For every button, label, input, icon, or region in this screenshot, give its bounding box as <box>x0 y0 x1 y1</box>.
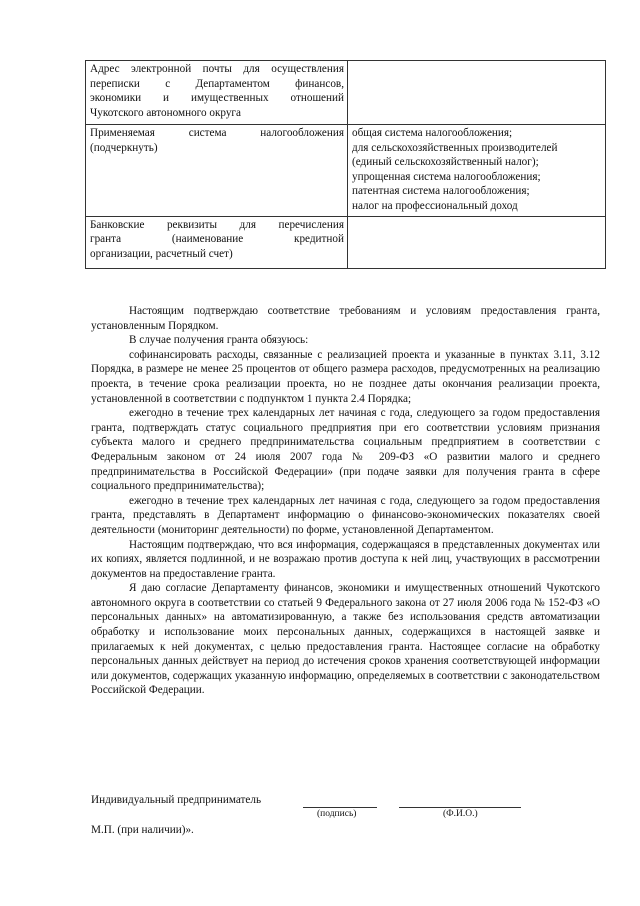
paragraph-authenticity: Настоящим подтверждаю, что вся информация, содержащаяся в представленных документах или их копиях, является подлинной, и не возражаю против доступа к ней лиц, участвующих в рассмотрении документов на предоставление гранта. <box>91 538 600 580</box>
bank-details-label-cell <box>86 216 348 268</box>
application-form-table <box>85 60 606 269</box>
bank-label-line-2: гранта (наименование кредитной <box>90 233 344 246</box>
email-label-line-4: Чукотского автономного округа <box>90 106 241 119</box>
tax-label-line-1: Применяемая система налогообложения <box>90 127 344 139</box>
tax-option-agricultural-note[interactable]: (единый сельскохозяйственный налог); <box>352 156 539 169</box>
table-row-email <box>86 61 606 125</box>
full-name-caption: (Ф.И.О.) <box>443 809 478 819</box>
email-value-cell[interactable] <box>348 61 606 125</box>
tax-label-line-2: (подчеркнуть) <box>90 141 158 154</box>
tax-system-options-cell <box>348 125 606 217</box>
table-row-bank-details <box>86 216 606 268</box>
stamp-note: М.П. (при наличии)». <box>91 824 194 836</box>
tax-option-general[interactable]: общая система налогообложения; <box>352 127 513 139</box>
paragraph-monitoring: ежегодно в течение трех календарных лет начиная с года, следующего за годом предоставления гранта, представлять в Департамент информацию о финансово-экономических показателях своей деятельности (мониторинг деятельности) по форме, установленной Департаментом. <box>91 494 600 536</box>
paragraph-obligations-intro: В случае получения гранта обязуюсь: <box>129 334 309 347</box>
paragraph-cofinancing: софинансировать расходы, связанные с реализацией проекта и указанные в пунктах 3.11, 3.12 Порядка, в размере не менее 25 процентов от общего размера расходов, предусмотренных на реализацию проекта, в течение срока реализации проекта, но не позднее даты окончания реализации проекта, установленной в соответствии с подпунктом 1 пункта 2.4 Порядка; <box>91 348 600 405</box>
tax-option-agricultural[interactable]: для сельскохозяйственных производителей <box>352 141 558 154</box>
email-label-line-3: экономики и имущественных отношений <box>90 92 344 105</box>
table-row-tax-system <box>86 125 606 217</box>
bank-label-line-3: организации, расчетный счет) <box>90 247 233 260</box>
declaration-text <box>91 304 600 698</box>
paragraph-social-status: ежегодно в течение трех календарных лет начиная с года, следующего за годом предоставления гранта, подтверждать статус социального предприятия при его соответствии условиям признания субъекта малого и среднего предпринимательства социальным предприятием в соответствии с Федеральным законом от 24 июля 2007 года № 209-ФЗ «О развитии малого и среднего предпринимательства в Российской Федерации» (при подаче заявки для получения гранта в сфере социального предпринимательства); <box>91 407 600 493</box>
email-label-line-1: Адрес электронной почты для осуществления <box>90 63 344 75</box>
tax-option-professional-income[interactable]: налог на профессиональный доход <box>352 199 518 212</box>
bank-label-line-1: Банковские реквизиты для перечисления <box>90 218 344 231</box>
tax-system-label-cell <box>86 125 348 217</box>
email-label-line-2: переписки с Департаментом финансов, <box>90 77 344 90</box>
signature-line[interactable] <box>303 807 377 808</box>
bank-details-value-cell[interactable] <box>348 216 606 268</box>
paragraph-confirm-compliance: Настоящим подтверждаю соответствие требованиям и условиям предоставления гранта, установленным Порядком. <box>91 305 600 332</box>
signature-caption: (подпись) <box>317 809 357 819</box>
full-name-line[interactable] <box>399 807 521 808</box>
tax-option-patent[interactable]: патентная система налогообложения; <box>352 185 530 198</box>
tax-option-simplified[interactable]: упрощенная система налогообложения; <box>352 170 541 183</box>
email-label-cell <box>86 61 348 125</box>
paragraph-personal-data-consent: Я даю согласие Департаменту финансов, экономики и имущественных отношений Чукотского автономного округа в соответствии со статьей 9 Федерального закона от 27 июля 2006 года № 152-ФЗ «О персональных данных» на автоматизированную, а также без использования средств автоматизации обработку и использование моих персональных данных, содержащихся в настоящей заявке и прилагаемых к ней документах, с целью предоставления гранта. Настоящее согласие на обработку персональных данных действует на период до истечения сроков хранения соответствующей информации или документов, содержащих указанную информацию, определяемых в соответствии с законодательством Российской Федерации. <box>91 582 600 697</box>
entrepreneur-label: Индивидуальный предприниматель <box>91 794 262 806</box>
